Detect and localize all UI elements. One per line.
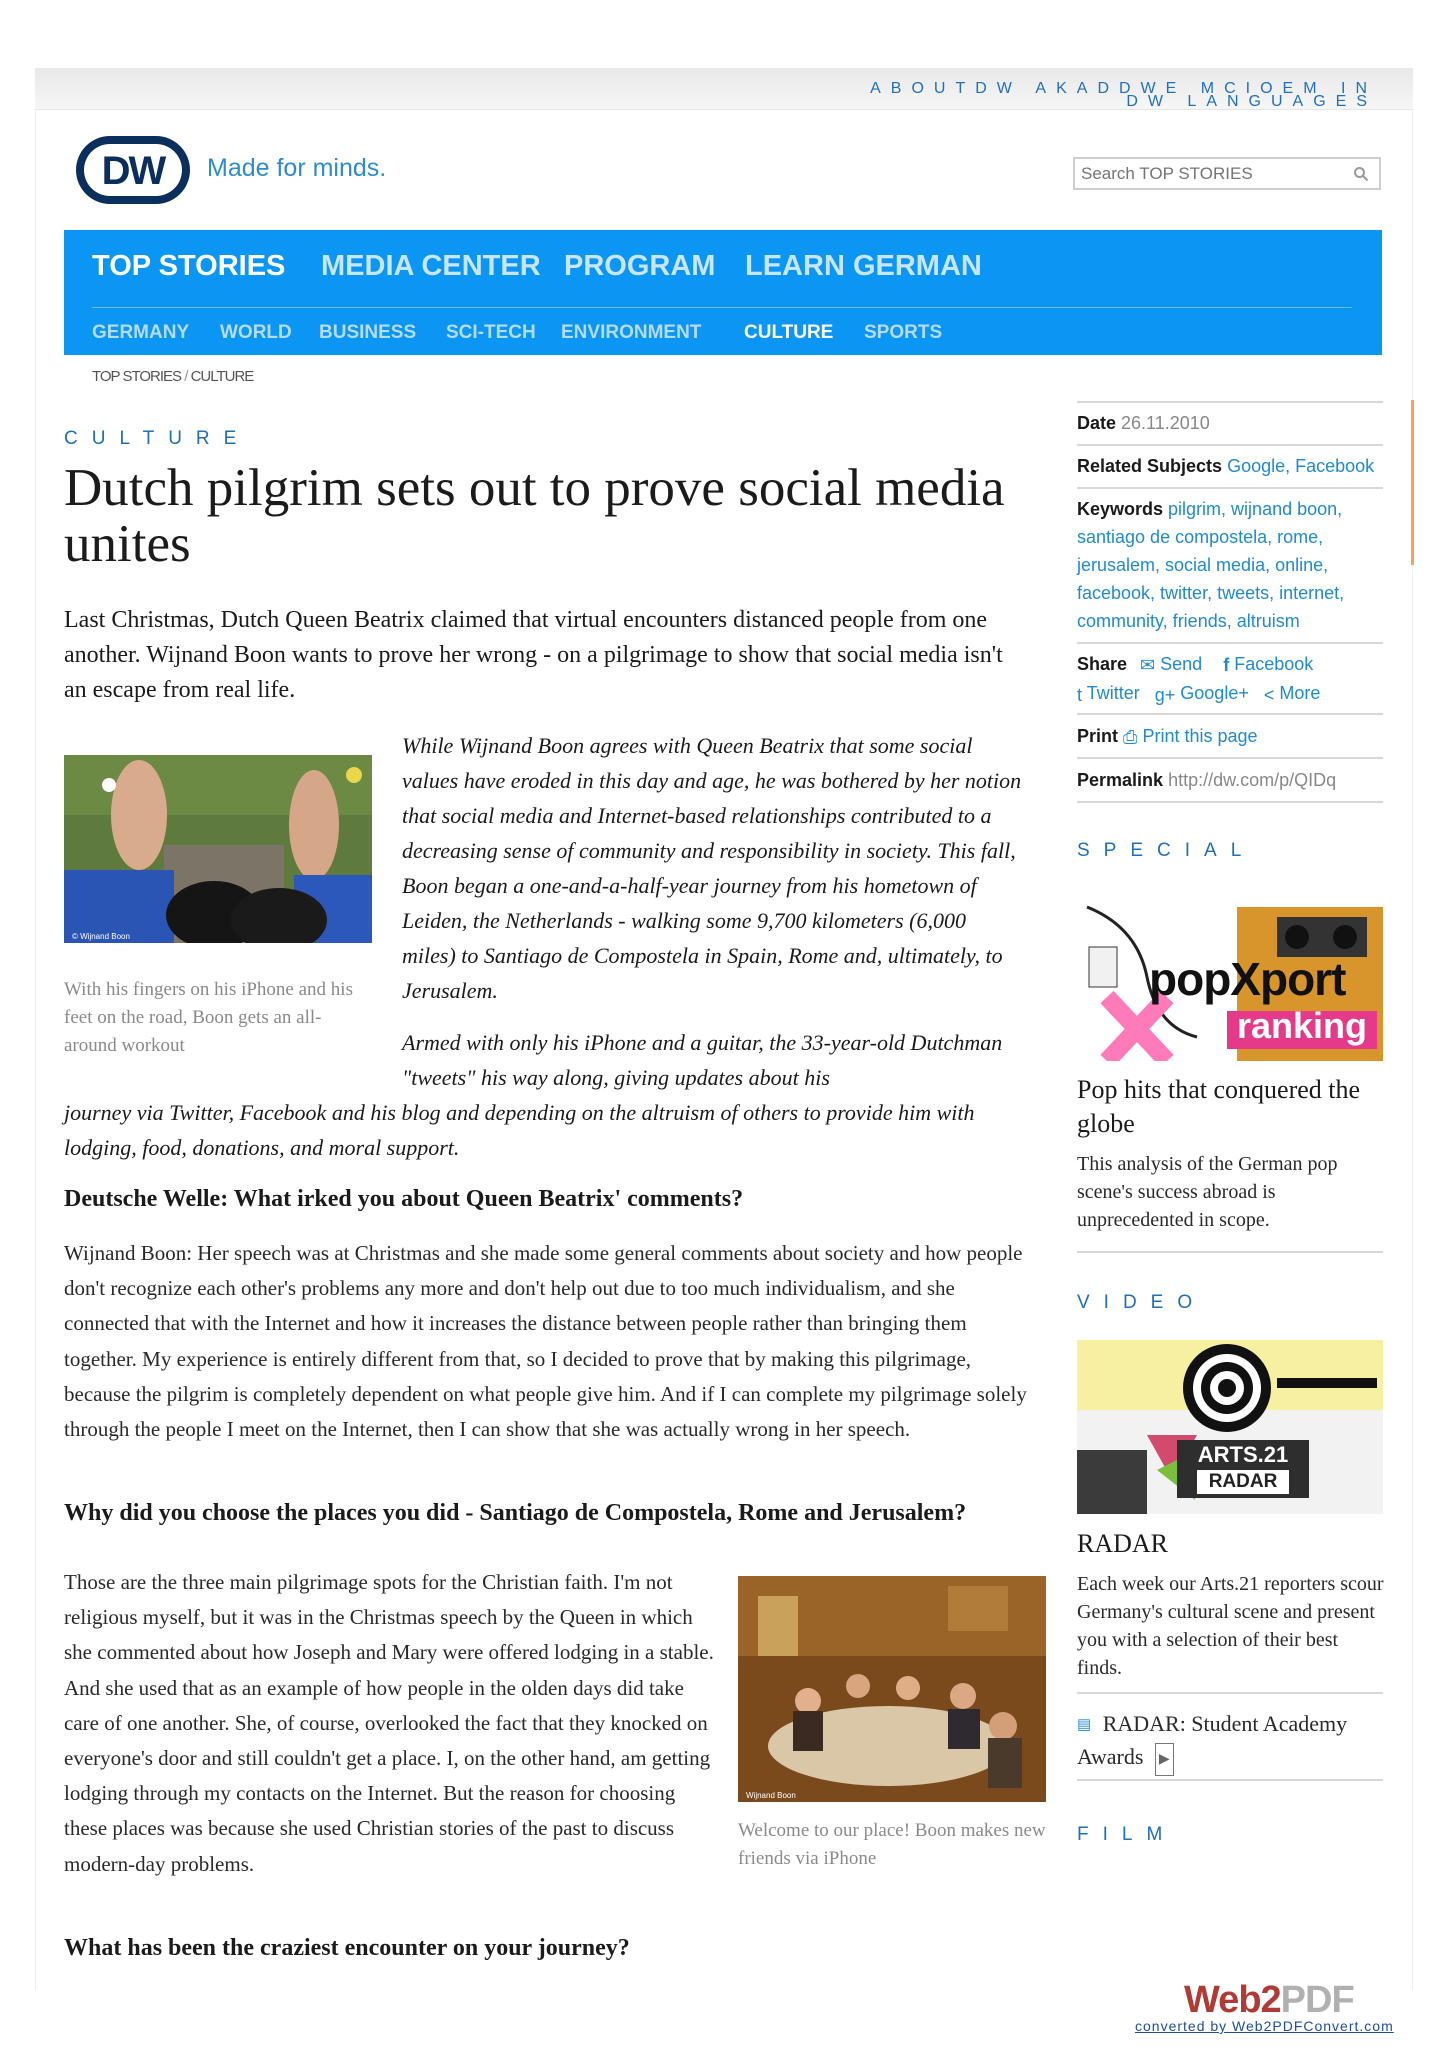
related-facebook-link[interactable]: Facebook — [1295, 456, 1375, 476]
radar-badge — [1177, 1440, 1309, 1498]
subnav-culture[interactable]: CULTURE — [744, 322, 834, 343]
video-link-text[interactable]: RADAR: Student Academy Awards — [1077, 1711, 1348, 1770]
nav-program[interactable]: PROGRAM — [564, 250, 716, 282]
nav-top-stories[interactable]: TOP STORIES — [92, 250, 286, 282]
popxport-teaser-image[interactable] — [1077, 887, 1383, 1061]
dinner-photo-image — [738, 1576, 1046, 1802]
nav-learn-german[interactable]: LEARN GERMAN — [745, 250, 982, 282]
play-icon[interactable]: ▶ — [1155, 1743, 1174, 1776]
share-facebook[interactable]: f Facebook — [1223, 654, 1313, 674]
search-icon[interactable] — [1353, 166, 1369, 182]
meta-date — [1077, 409, 1383, 437]
interview-answer-2: Those are the three main pilgrimage spots for the Christian faith. I'm not religious myself, but it was in the Christmas speech by the Queen in which she commented about how Joseph and Mary were offered lodging in a stable. And she used that as an example of how people in the olden days did take care of one another. She, of course, overlooked the fact that they knocked on everyone's door and still couldn't get a place. I, on the other hand, am getting lodging through my contacts on the Internet. But the reason for choosing these places was because she used Christian stories of the past to discuss modern-day problems. — [64, 1570, 714, 1876]
meta-keywords-label: Keywords — [1077, 499, 1164, 519]
feet-photo-credit: © Wijnand Boon — [72, 932, 130, 941]
share-send[interactable]: ✉ Send — [1140, 654, 1202, 674]
google-plus-icon: g+ — [1154, 684, 1176, 705]
article-headline: Dutch pilgrim sets out to prove social media unites — [64, 459, 1005, 573]
meta-related-label: Related Subjects — [1077, 456, 1223, 476]
subnav-environment[interactable]: ENVIRONMENT — [561, 322, 702, 343]
intro-paragraph-2-start: Armed with only his iPhone and a guitar, the 33-year-old Dutchman "tweets" his way along, giving updates about his — [402, 1030, 1003, 1090]
special-kicker: SPECIAL — [1077, 840, 1256, 861]
subnav-sci-tech[interactable]: SCI-TECH — [446, 322, 536, 343]
dw-logo[interactable] — [76, 136, 190, 204]
subnav-germany[interactable]: GERMANY — [92, 322, 190, 343]
nav-media-center[interactable]: MEDIA CENTER — [321, 250, 541, 282]
feet-photo[interactable] — [64, 755, 372, 943]
interview-question-1: Deutsche Welle: What irked you about Queen Beatrix' comments? — [64, 1186, 744, 1212]
printer-icon: ⎙ — [1123, 727, 1138, 748]
sidebar-rule — [1077, 713, 1383, 715]
sidebar-rule — [1077, 487, 1383, 489]
breadcrumb-top-stories[interactable]: TOP STORIES — [92, 368, 182, 385]
feet-photo-caption: With his fingers on his iPhone and his feet on the road, Boon gets an all-around workout — [64, 979, 353, 1056]
film-kicker: FILM — [1077, 1824, 1177, 1845]
sidebar-rule — [1077, 1251, 1383, 1253]
subnav-business[interactable]: BUSINESS — [319, 322, 417, 343]
keywords-links[interactable]: pilgrim, wijnand boon, santiago de compostela, rome, jerusalem, social media, online, facebook, twitter, tweets, internet, community, friends, altruism — [1077, 499, 1345, 631]
permalink-value[interactable]: http://dw.com/p/QIDq — [1168, 770, 1337, 790]
search-input[interactable] — [1081, 163, 1341, 185]
web2pdf-logo — [1184, 1979, 1354, 2022]
sidebar-rule — [1077, 642, 1383, 644]
web2pdf-link[interactable]: converted by Web2PDFConvert.com — [1135, 2018, 1394, 2034]
meta-share — [1077, 650, 1387, 709]
dw-logo-text: DW — [101, 149, 165, 193]
print-page-link[interactable]: ⎙ Print this page — [1123, 726, 1258, 746]
sidebar-rule — [1077, 444, 1383, 446]
subnav-world[interactable]: WORLD — [220, 322, 292, 343]
meta-date-value: 26.11.2010 — [1121, 413, 1210, 433]
meta-keywords — [1077, 495, 1377, 635]
dinner-photo-credit: Wijnand Boon — [746, 1791, 796, 1800]
breadcrumb — [92, 368, 253, 385]
tagline: Made for minds. — [207, 154, 387, 182]
sidebar-rule — [1077, 801, 1383, 803]
video-kicker: VIDEO — [1077, 1292, 1207, 1313]
intro-paragraph-1: While Wijnand Boon agrees with Queen Beatrix that some social values have eroded in this day and age, he was bothered by her notion that social media and Internet-based relationships contributed to a decreasing sense of community and responsibility in society. This fall, Boon began a one-and-a-half-year journey from his hometown of Leiden, the Netherlands - walking some 9,700 kilometers (6,000 miles) to Santiago de Compostela in Spain, Rome and, ultimately, to Jerusalem. — [402, 733, 1022, 1003]
sidebar-rule — [1077, 757, 1383, 759]
sidebar-rule — [1077, 1779, 1383, 1781]
video-list-icon: ▤ — [1077, 1717, 1092, 1734]
interview-question-3: What has been the craziest encounter on your journey? — [64, 1935, 630, 1961]
breadcrumb-culture[interactable]: CULTURE — [190, 368, 254, 385]
search-box[interactable] — [1073, 157, 1381, 190]
video-title[interactable]: RADAR — [1077, 1529, 1169, 1558]
radar-video-thumbnail[interactable] — [1077, 1340, 1383, 1514]
feet-photo-image — [64, 755, 372, 943]
meta-share-label: Share — [1077, 654, 1128, 674]
share-google-plus[interactable]: g+ Google+ — [1155, 683, 1249, 703]
nav-divider — [92, 307, 1352, 308]
radar-badge-arts: ARTS.21 — [1197, 1442, 1289, 1467]
scroll-accent — [1411, 400, 1414, 565]
sidebar-rule — [1077, 401, 1383, 403]
interview-question-2: Why did you choose the places you did - Santiago de Compostela, Rome and Jerusalem? — [64, 1500, 967, 1526]
special-description: This analysis of the German pop scene's success abroad is unprecedented in scope. — [1077, 1153, 1338, 1231]
facebook-icon: f — [1223, 655, 1230, 676]
special-title[interactable]: Pop hits that conquered the globe — [1077, 1075, 1361, 1138]
meta-print-label: Print — [1077, 726, 1119, 746]
dinner-photo-caption: Welcome to our place! Boon makes new friends via iPhone — [738, 1820, 1046, 1869]
share-icon: < — [1263, 684, 1275, 705]
meta-date-label: Date — [1077, 413, 1117, 433]
subnav-sports[interactable]: SPORTS — [864, 322, 943, 343]
meta-print — [1077, 722, 1383, 751]
related-google-link[interactable]: Google — [1227, 456, 1286, 476]
twitter-icon: t — [1077, 684, 1083, 705]
radar-badge-radar: RADAR — [1197, 1470, 1289, 1494]
dw-logo-inner — [84, 144, 182, 196]
web2pdf-logo-part2: PDF — [1280, 1979, 1354, 2021]
meta-permalink-label: Permalink — [1077, 770, 1164, 790]
video-description: Each week our Arts.21 reporters scour Germany's cultural scene and present you with a selection of their best finds. — [1077, 1573, 1384, 1679]
web2pdf-logo-part1: Web2 — [1184, 1979, 1281, 2021]
sidebar-rule — [1077, 1692, 1383, 1694]
main-navigation — [64, 230, 1382, 355]
intro-paragraph-2-end: journey via Twitter, Facebook and his blog and depending on the altruism of others to provide him with lodging, food, donations, and moral support. — [64, 1100, 975, 1160]
popxport-ranking-text: ranking — [1237, 1005, 1368, 1046]
breadcrumb-separator: / — [181, 368, 191, 385]
mail-icon: ✉ — [1140, 655, 1156, 676]
utility-links-line2[interactable]: DW LANGUAGES — [1126, 93, 1377, 110]
popxport-title-text: popXport — [1149, 953, 1346, 1005]
share-twitter[interactable]: t Twitter — [1077, 683, 1140, 703]
meta-permalink — [1077, 766, 1383, 794]
meta-related-subjects: Related Subjects Google, Facebook — [1077, 456, 1375, 476]
dinner-photo[interactable] — [738, 1576, 1046, 1802]
article-lead: Last Christmas, Dutch Queen Beatrix claimed that virtual encounters distanced people from one another. Wijnand Boon wants to prove her wrong - on a pilgrimage to show that social media isn't an escape from real life. — [64, 607, 1003, 703]
interview-answer-1: Wijnand Boon: Her speech was at Christmas and she made some general comments about society and how people don't recognize each other's problems any more and don't help out due to too much individualism, and she connected that with the Internet and how it increases the distance between people rather than bringing them together. My experience is entirely different from that, so I decided to prove that by making this pilgrimage, because the pilgrim is completely dependent on what people give him. And if I can complete my pilgrimage solely through the people I meet on the Internet, then I can show that she was actually wrong in her speech. — [64, 1241, 1027, 1442]
utility-links-line1[interactable]: ABOUTDW AKADDWE MCIOEM IN — [870, 80, 1377, 97]
share-more[interactable]: < More — [1264, 683, 1321, 703]
utility-links[interactable] — [857, 82, 1377, 108]
article-kicker: CULTURE — [64, 428, 251, 449]
video-link-item[interactable] — [1077, 1708, 1387, 1776]
